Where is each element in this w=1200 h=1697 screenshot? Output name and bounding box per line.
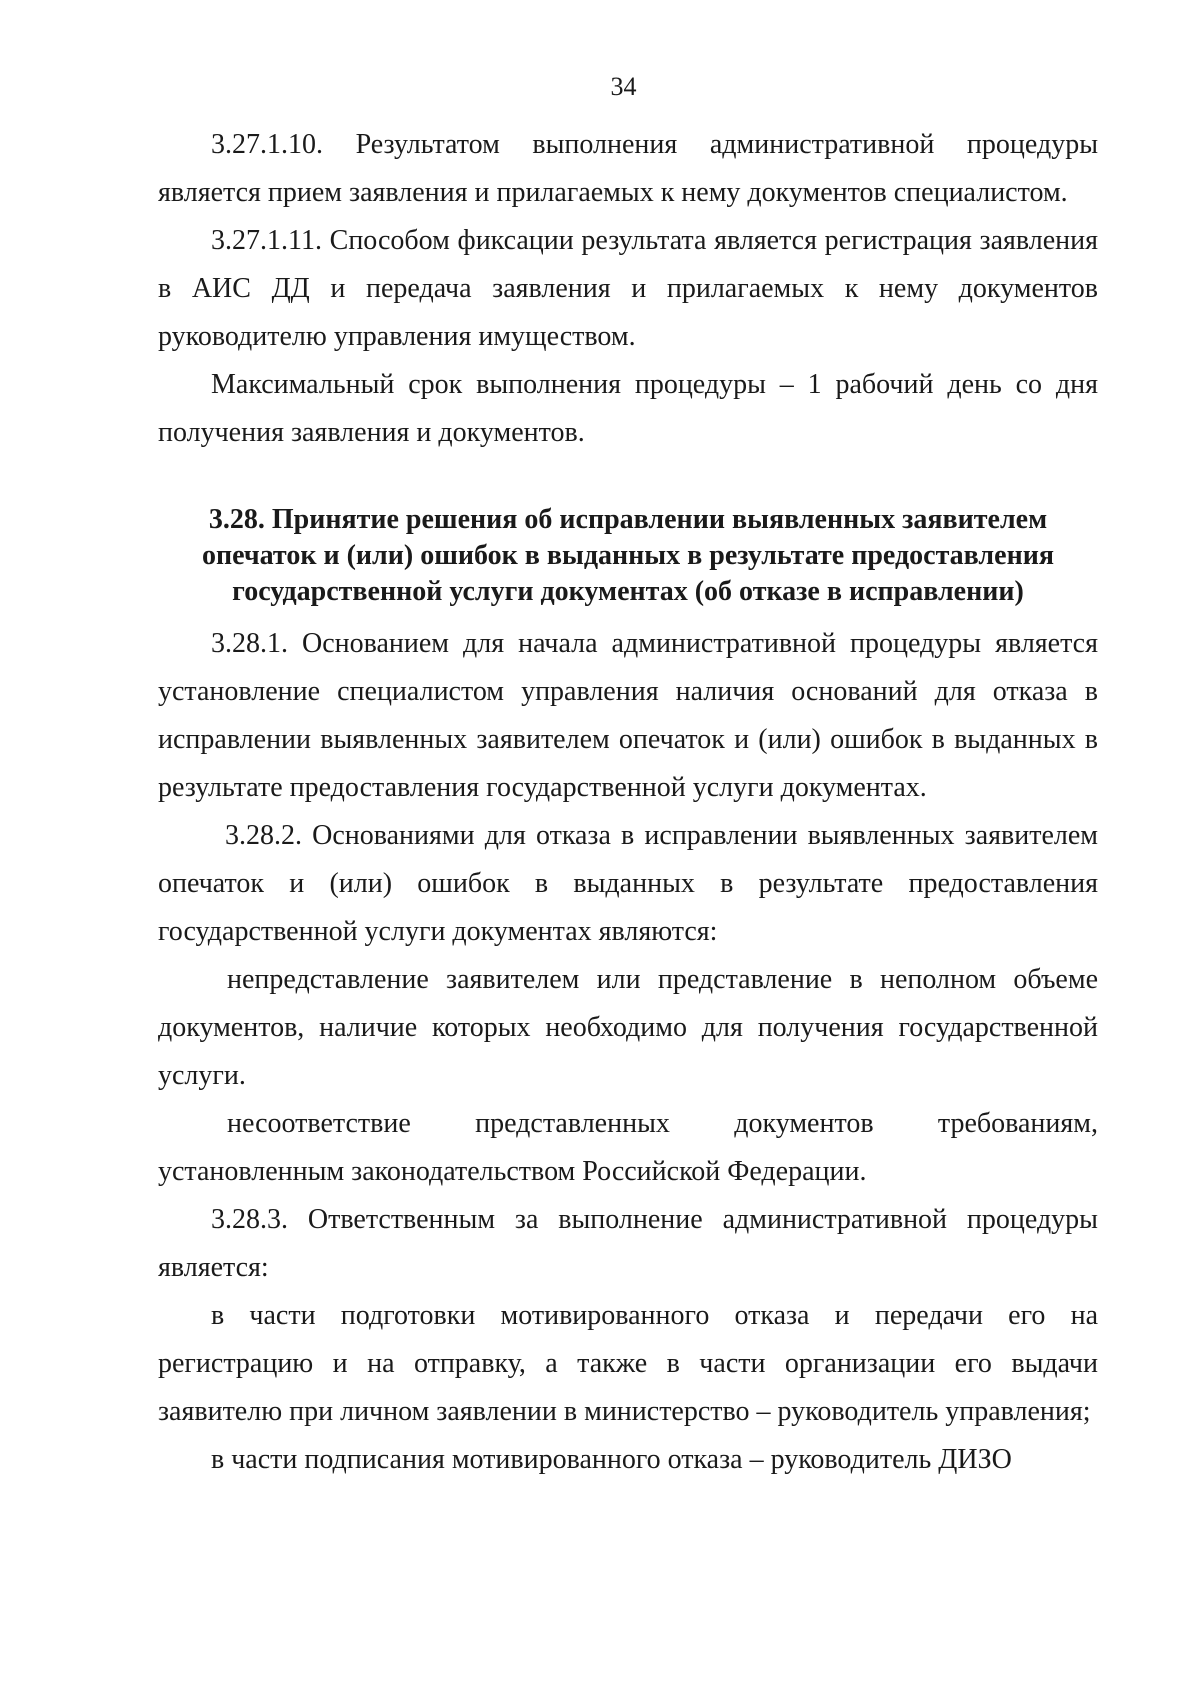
page-number: 34 xyxy=(610,72,637,101)
paragraph-max-term: Максимальный срок выполнения процедуры – 1 рабочий день со дня получения заявления и документов. xyxy=(158,369,1098,448)
paragraph-3-28-2: 3.28.2. Основаниями для отказа в исправлении выявленных заявителем опечаток и (или) ошибок в выданных в результате предоставления государственной услуги документах являются: xyxy=(158,820,1098,947)
list-item-non-compliance: несоответствие представленных документов требованиям, установленным законодательством Российской Федерации. xyxy=(158,1108,1098,1187)
paragraph-responsible-preparation: в части подготовки мотивированного отказа и передачи его на регистрацию и на отправку, а также в части организации его выдачи заявителю при личном заявлении в министерство – руководитель управления; xyxy=(158,1300,1098,1427)
paragraph-3-27-1-11: 3.27.1.11. Способом фиксации результата является регистрация заявления в АИС ДД и передача заявления и прилагаемых к нему документов руководителю управления имуществом. xyxy=(158,225,1098,352)
paragraph-3-28-1: 3.28.1. Основанием для начала административной процедуры является установление специалистом управления наличия оснований для отказа в исправлении выявленных заявителем опечаток и (или) ошибок в выданных в результате предоставления государственной услуги документах. xyxy=(158,628,1098,803)
document-body xyxy=(158,121,1098,1484)
list-item-non-submission: непредставление заявителем или представление в неполном объеме документов, наличие которых необходимо для получения государственной услуги. xyxy=(158,964,1098,1091)
paragraph-3-27-1-10: 3.27.1.10. Результатом выполнения административной процедуры является прием заявления и прилагаемых к нему документов специалистом. xyxy=(158,129,1098,208)
paragraph-responsible-signing: в части подписания мотивированного отказа – руководитель ДИЗО xyxy=(211,1444,1012,1475)
section-spacer xyxy=(158,457,1098,502)
paragraph-3-28-3: 3.28.3. Ответственным за выполнение административной процедуры является: xyxy=(158,1204,1098,1283)
section-heading-3-28: 3.28. Принятие решения об исправлении выявленных заявителем опечаток и (или) ошибок в выданных в результате предоставления государственной услуги документах (об отказе в исправлении) xyxy=(202,504,1054,607)
